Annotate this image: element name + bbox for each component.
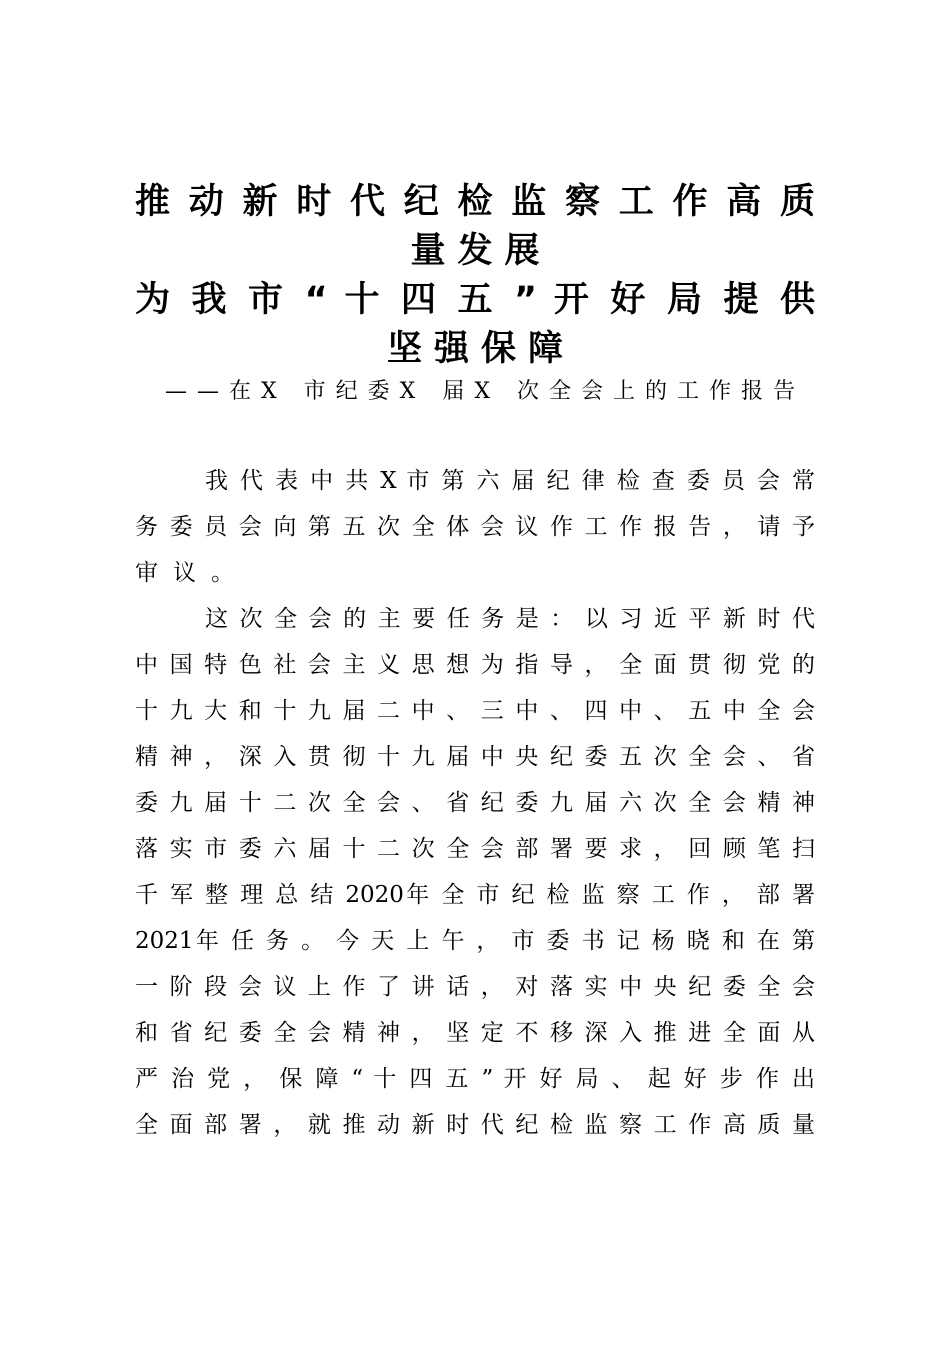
paragraph-2-line-12: 全 面 部 署 ， 就 推 动 新 时 代 纪 检 监 察 工 作 高 质 量 <box>135 1112 815 1138</box>
subtitle: ——在X 市纪委X 届X 次全会上的工作报告 <box>165 379 805 404</box>
paragraph-2-line-3: 十 九 大 和 十 九 届 二 中 、 三 中 、 四 中 、 五 中 全 会 <box>135 698 815 724</box>
paragraph-2-line-8: 2021年 任 务 。 今 天 上 午 ， 市 委 书 记 杨 晓 和 在 第 <box>135 928 815 954</box>
paragraph-2-line-4: 精 神 ， 深 入 贯 彻 十 九 届 中 央 纪 委 五 次 全 会 、 省 <box>135 744 815 770</box>
paragraph-1-line-3: 审议。 <box>135 560 249 586</box>
title-line-3: 为 我 市 “ 十 四 五 ” 开 好 局 提 供 <box>135 280 815 320</box>
paragraph-1-line-1: 我 代 表 中 共 X 市 第 六 届 纪 律 检 查 委 员 会 常 <box>205 468 815 494</box>
paragraph-2-line-10: 和 省 纪 委 全 会 精 神 ， 坚 定 不 移 深 入 推 进 全 面 从 <box>135 1020 815 1046</box>
paragraph-2-line-6: 落 实 市 委 六 届 十 二 次 全 会 部 署 要 求 ， 回 顾 笔 扫 <box>135 836 815 862</box>
paragraph-2-line-1: 这 次 全 会 的 主 要 任 务 是 ： 以 习 近 平 新 时 代 <box>205 606 815 632</box>
title-line-2: 量发展 <box>410 231 552 271</box>
paragraph-2-line-5: 委 九 届 十 二 次 全 会 、 省 纪 委 九 届 六 次 全 会 精 神 <box>135 790 815 816</box>
paragraph-2-line-2: 中 国 特 色 社 会 主 义 思 想 为 指 导 ， 全 面 贯 彻 党 的 <box>135 652 815 678</box>
paragraph-2-line-7: 千 军 整 理 总 结 2020年 全 市 纪 检 监 察 工 作 ， 部 署 <box>135 882 815 908</box>
paragraph-2-line-11: 严 治 党 ， 保 障 “ 十 四 五 ” 开 好 局 、 起 好 步 作 出 <box>135 1066 815 1092</box>
title-block <box>135 178 815 408</box>
paragraph-1-line-2: 务 委 员 会 向 第 五 次 全 体 会 议 作 工 作 报 告 ， 请 予 <box>135 514 815 540</box>
title-line-1: 推 动 新 时 代 纪 检 监 察 工 作 高 质 <box>135 182 815 222</box>
title-line-4: 坚强保障 <box>386 329 575 369</box>
report-body <box>135 458 815 1148</box>
paragraph-2-line-9: 一 阶 段 会 议 上 作 了 讲 话 ， 对 落 实 中 央 纪 委 全 会 <box>135 974 815 1000</box>
